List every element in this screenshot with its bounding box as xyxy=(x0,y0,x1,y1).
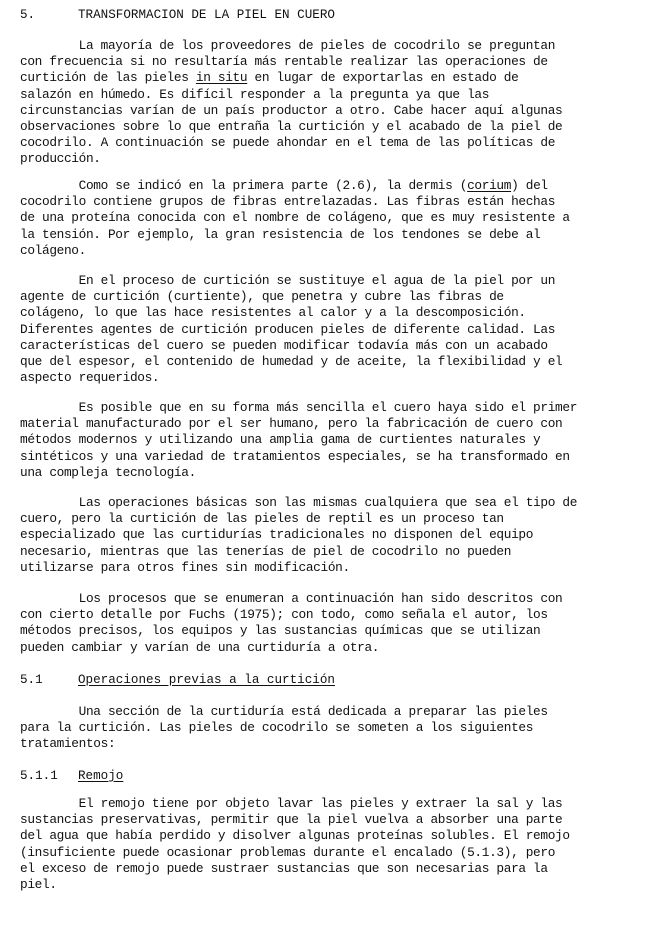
text-line xyxy=(20,322,632,338)
text-run: Como se indicó en la primera parte (2.6), la dermis ( xyxy=(20,178,468,193)
text-run: características del cuero se pueden modificar todavía más con un acabado xyxy=(20,337,548,353)
text-line xyxy=(20,640,632,656)
text-run: curtición de las pieles xyxy=(20,70,196,86)
text-line xyxy=(20,704,632,720)
paragraph-4 xyxy=(20,400,632,481)
text-line xyxy=(20,623,632,639)
text-run: para la curtición. Las pieles de cocodrilo se someten a los siguientes xyxy=(20,720,534,736)
text-line xyxy=(20,828,632,844)
text-run: La mayoría de los proveedores de pieles de cocodrilo se preguntan xyxy=(20,38,556,53)
text-line xyxy=(20,194,632,210)
section-5-1-1-title: Remojo xyxy=(78,769,124,783)
text-run: En el proceso de curtición se sustituye el agua de la piel por un xyxy=(20,273,556,288)
section-5-1-1-number: 5.1.1 xyxy=(20,769,58,783)
text-run: Las operaciones básicas son las mismas cualquiera que sea el tipo de xyxy=(20,495,578,510)
section-5-title: TRANSFORMACION DE LA PIEL EN CUERO xyxy=(78,8,335,22)
text-run: agente de curtición (curtiente), que penetra y cubre las fibras de xyxy=(20,289,504,305)
paragraph-5-1 xyxy=(20,704,632,753)
text-run: ) del xyxy=(511,178,548,193)
text-line xyxy=(20,511,632,527)
text-run: Diferentes agentes de curtición producen pieles de diferente calidad. Las xyxy=(20,321,556,337)
text-line xyxy=(20,338,632,354)
text-line xyxy=(20,135,632,151)
text-line xyxy=(20,796,632,812)
text-run: aspecto requeridos. xyxy=(20,370,160,386)
text-line xyxy=(20,227,632,243)
text-run: métodos modernos y utilizando una amplia gama de curtientes naturales y xyxy=(20,432,541,448)
text-line xyxy=(20,370,632,386)
text-run: pueden cambiar y varían de una curtiduría a otra. xyxy=(20,639,380,655)
text-line xyxy=(20,103,632,119)
paragraph-5-1-1 xyxy=(20,796,632,893)
text-run: con cierto detalle por Fuchs (1975); con todo, como señala el autor, los xyxy=(20,607,548,623)
text-run: (insuficiente puede ocasionar problemas durante el encalado (5.1.3), pero xyxy=(20,844,556,860)
text-run: necesario, mientras que las tenerías de piel de cocodrilo no pueden xyxy=(20,543,512,559)
text-line xyxy=(20,591,632,607)
text-run: sintéticos y una variedad de tratamientos especiales, se ha transformado en xyxy=(20,448,570,464)
paragraph-6 xyxy=(20,591,632,656)
section-5-1-1-heading xyxy=(20,768,123,784)
section-5-heading xyxy=(20,7,335,23)
text-line xyxy=(20,151,632,167)
underlined-term: in situ xyxy=(195,70,248,86)
text-run: del agua que había perdido y disolver algunas proteínas solubles. El remojo xyxy=(20,828,570,844)
section-5-1-heading xyxy=(20,672,335,688)
text-line xyxy=(20,305,632,321)
text-run: una compleja tecnología. xyxy=(20,464,196,480)
text-run: piel. xyxy=(20,876,57,892)
text-run: en lugar de exportarlas en estado de xyxy=(247,70,519,86)
text-line xyxy=(20,607,632,623)
text-run: la tensión. Por ejemplo, la gran resistencia de los tendones se debe al xyxy=(20,226,541,242)
section-5-1-title: Operaciones previas a la curtición xyxy=(78,673,335,687)
section-5-1-number: 5.1 xyxy=(20,673,43,687)
text-line xyxy=(20,416,632,432)
text-run: cuero, pero la curtición de las pieles de reptil es un proceso tan xyxy=(20,511,504,527)
text-run: Una sección de la curtiduría está dedicada a preparar las pieles xyxy=(20,704,548,719)
text-run: cocodrilo. A continuación se puede ahondar en el tema de las políticas de xyxy=(20,135,556,151)
text-run: El remojo tiene por objeto lavar las pieles y extraer la sal y las xyxy=(20,796,563,811)
text-run: Los procesos que se enumeran a continuación han sido descritos con xyxy=(20,591,563,606)
text-line xyxy=(20,243,632,259)
text-line xyxy=(20,289,632,305)
text-line xyxy=(20,119,632,135)
text-run: material manufacturado por el ser humano, pero la fabricación de cuero con xyxy=(20,416,563,432)
text-line xyxy=(20,70,632,86)
paragraph-2 xyxy=(20,178,632,259)
text-run: observaciones sobre lo que entraña la curtición y el acabado de la piel de xyxy=(20,118,563,134)
text-line xyxy=(20,210,632,226)
text-line xyxy=(20,465,632,481)
text-run: utilizarse para otros fines sin modificación. xyxy=(20,559,350,575)
text-run: que del espesor, el contenido de humedad y de aceite, la flexibilidad y el xyxy=(20,353,563,369)
text-line xyxy=(20,736,632,752)
text-line xyxy=(20,54,632,70)
text-line xyxy=(20,812,632,828)
text-line xyxy=(20,273,632,289)
text-line xyxy=(20,560,632,576)
text-run: el exceso de remojo puede sustraer sustancias que son necesarias para la xyxy=(20,860,548,876)
text-line xyxy=(20,861,632,877)
text-run: especializado que las curtidurías tradicionales no disponen del equipo xyxy=(20,527,534,543)
text-run: con frecuencia si no resultaría más rentable realizar las operaciones de xyxy=(20,54,548,70)
text-run: circunstancias varían de un país productor a otro. Cabe hacer aquí algunas xyxy=(20,102,563,118)
text-line xyxy=(20,527,632,543)
text-line xyxy=(20,877,632,893)
underlined-term: corium xyxy=(467,178,512,193)
text-line xyxy=(20,544,632,560)
text-run: cocodrilo contiene grupos de fibras entrelazadas. Las fibras están hechas xyxy=(20,194,556,210)
text-run: de una proteína conocida con el nombre de colágeno, que es muy resistente a xyxy=(20,210,570,226)
text-line xyxy=(20,38,632,54)
text-line xyxy=(20,178,632,194)
text-run: tratamientos: xyxy=(20,736,116,752)
text-run: salazón en húmedo. Es difícil responder a la pregunta ya que las xyxy=(20,86,490,102)
paragraph-3 xyxy=(20,273,632,386)
text-run: producción. xyxy=(20,151,101,167)
text-run: Es posible que en su forma más sencilla el cuero haya sido el primer xyxy=(20,400,578,415)
text-line xyxy=(20,400,632,416)
text-run: métodos precisos, los equipos y las sustancias químicas que se utilizan xyxy=(20,623,541,639)
text-line xyxy=(20,354,632,370)
text-line xyxy=(20,87,632,103)
text-line xyxy=(20,845,632,861)
text-line xyxy=(20,495,632,511)
text-run: colágeno. xyxy=(20,242,86,258)
paragraph-1 xyxy=(20,38,632,168)
text-run: sustancias preservativas, permitir que la piel vuelva a absorber una parte xyxy=(20,812,563,828)
text-line xyxy=(20,432,632,448)
paragraph-5 xyxy=(20,495,632,576)
section-5-number: 5. xyxy=(20,8,36,22)
text-run: colágeno, lo que las hace resistentes al calor y a la descomposición. xyxy=(20,305,526,321)
text-line xyxy=(20,720,632,736)
text-line xyxy=(20,449,632,465)
